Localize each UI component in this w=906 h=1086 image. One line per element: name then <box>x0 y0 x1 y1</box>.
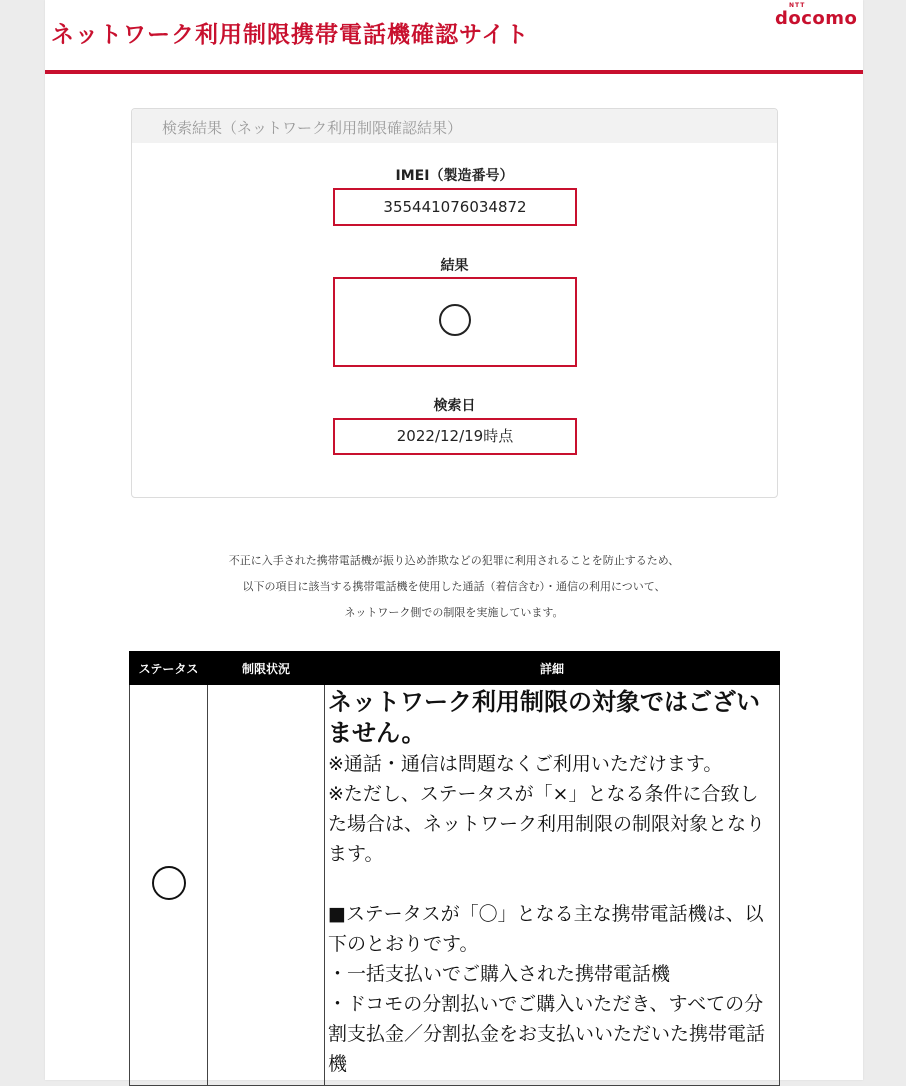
site-title: ネットワーク利用制限携帯電話機確認サイト <box>51 22 530 48</box>
result-value-box <box>333 277 577 367</box>
result-label: 結果 <box>440 258 469 274</box>
search-date-box <box>333 418 577 455</box>
notice-line: 以下の項目に該当する携帯電話機を使用した通話（着信含む）・通信の利用について、 <box>242 580 666 593</box>
restriction-notice <box>45 548 863 626</box>
imei-label: IMEI（製造番号） <box>395 168 514 184</box>
detail-line: ・一括支払いでご購入された携帯電話機 <box>328 963 671 985</box>
column-header-detail: 詳細 <box>325 652 780 685</box>
search-date-label: 検索日 <box>433 398 476 414</box>
imei-value: 355441076034872 <box>383 198 527 216</box>
detail-line: ・ドコモの分割払いでご購入いただき、すべての分割支払金／分割払金をお支払いいただいた携帯電話機 <box>328 993 766 1075</box>
table-row <box>130 685 780 1086</box>
table-header-row <box>130 652 780 685</box>
imei-value-box <box>333 188 577 226</box>
detail-line: ※ただし、ステータスが「×」となる条件に合致した場合は、ネットワーク利用制限の制限対象となります。 <box>328 783 766 865</box>
detail-spacer <box>328 869 776 899</box>
search-result-panel <box>131 108 778 498</box>
column-header-status: ステータス <box>130 652 208 685</box>
docomo-logo[interactable] <box>775 2 858 32</box>
detail-cell <box>325 685 780 1086</box>
search-date-value: 2022/12/19時点 <box>396 427 514 445</box>
detail-line: ■ステータスが「〇」となる主な携帯電話機は、以下のとおりです。 <box>328 903 764 955</box>
restriction-cell <box>208 685 325 1086</box>
column-header-restriction: 制限状況 <box>208 652 325 685</box>
detail-title: ネットワーク利用制限の対象ではございません。 <box>328 688 760 747</box>
status-table <box>129 651 780 1086</box>
notice-line: 不正に入手された携帯電話機が振り込め詐欺などの犯罪に利用されることを防止するため、 <box>228 554 680 567</box>
status-cell <box>130 685 208 1086</box>
status-circle-icon <box>152 866 186 900</box>
notice-line: ネットワーク側での制限を実施しています。 <box>344 606 564 619</box>
logo-text: docomo <box>775 8 858 29</box>
logo-sub-text: NTT <box>789 2 806 9</box>
result-circle-icon <box>439 304 471 336</box>
search-result-title: 検索結果（ネットワーク利用制限確認結果） <box>132 109 777 143</box>
detail-line: ※通話・通信は問題なくご利用いただけます。 <box>328 753 723 775</box>
site-header <box>45 0 863 74</box>
page <box>45 0 863 1080</box>
